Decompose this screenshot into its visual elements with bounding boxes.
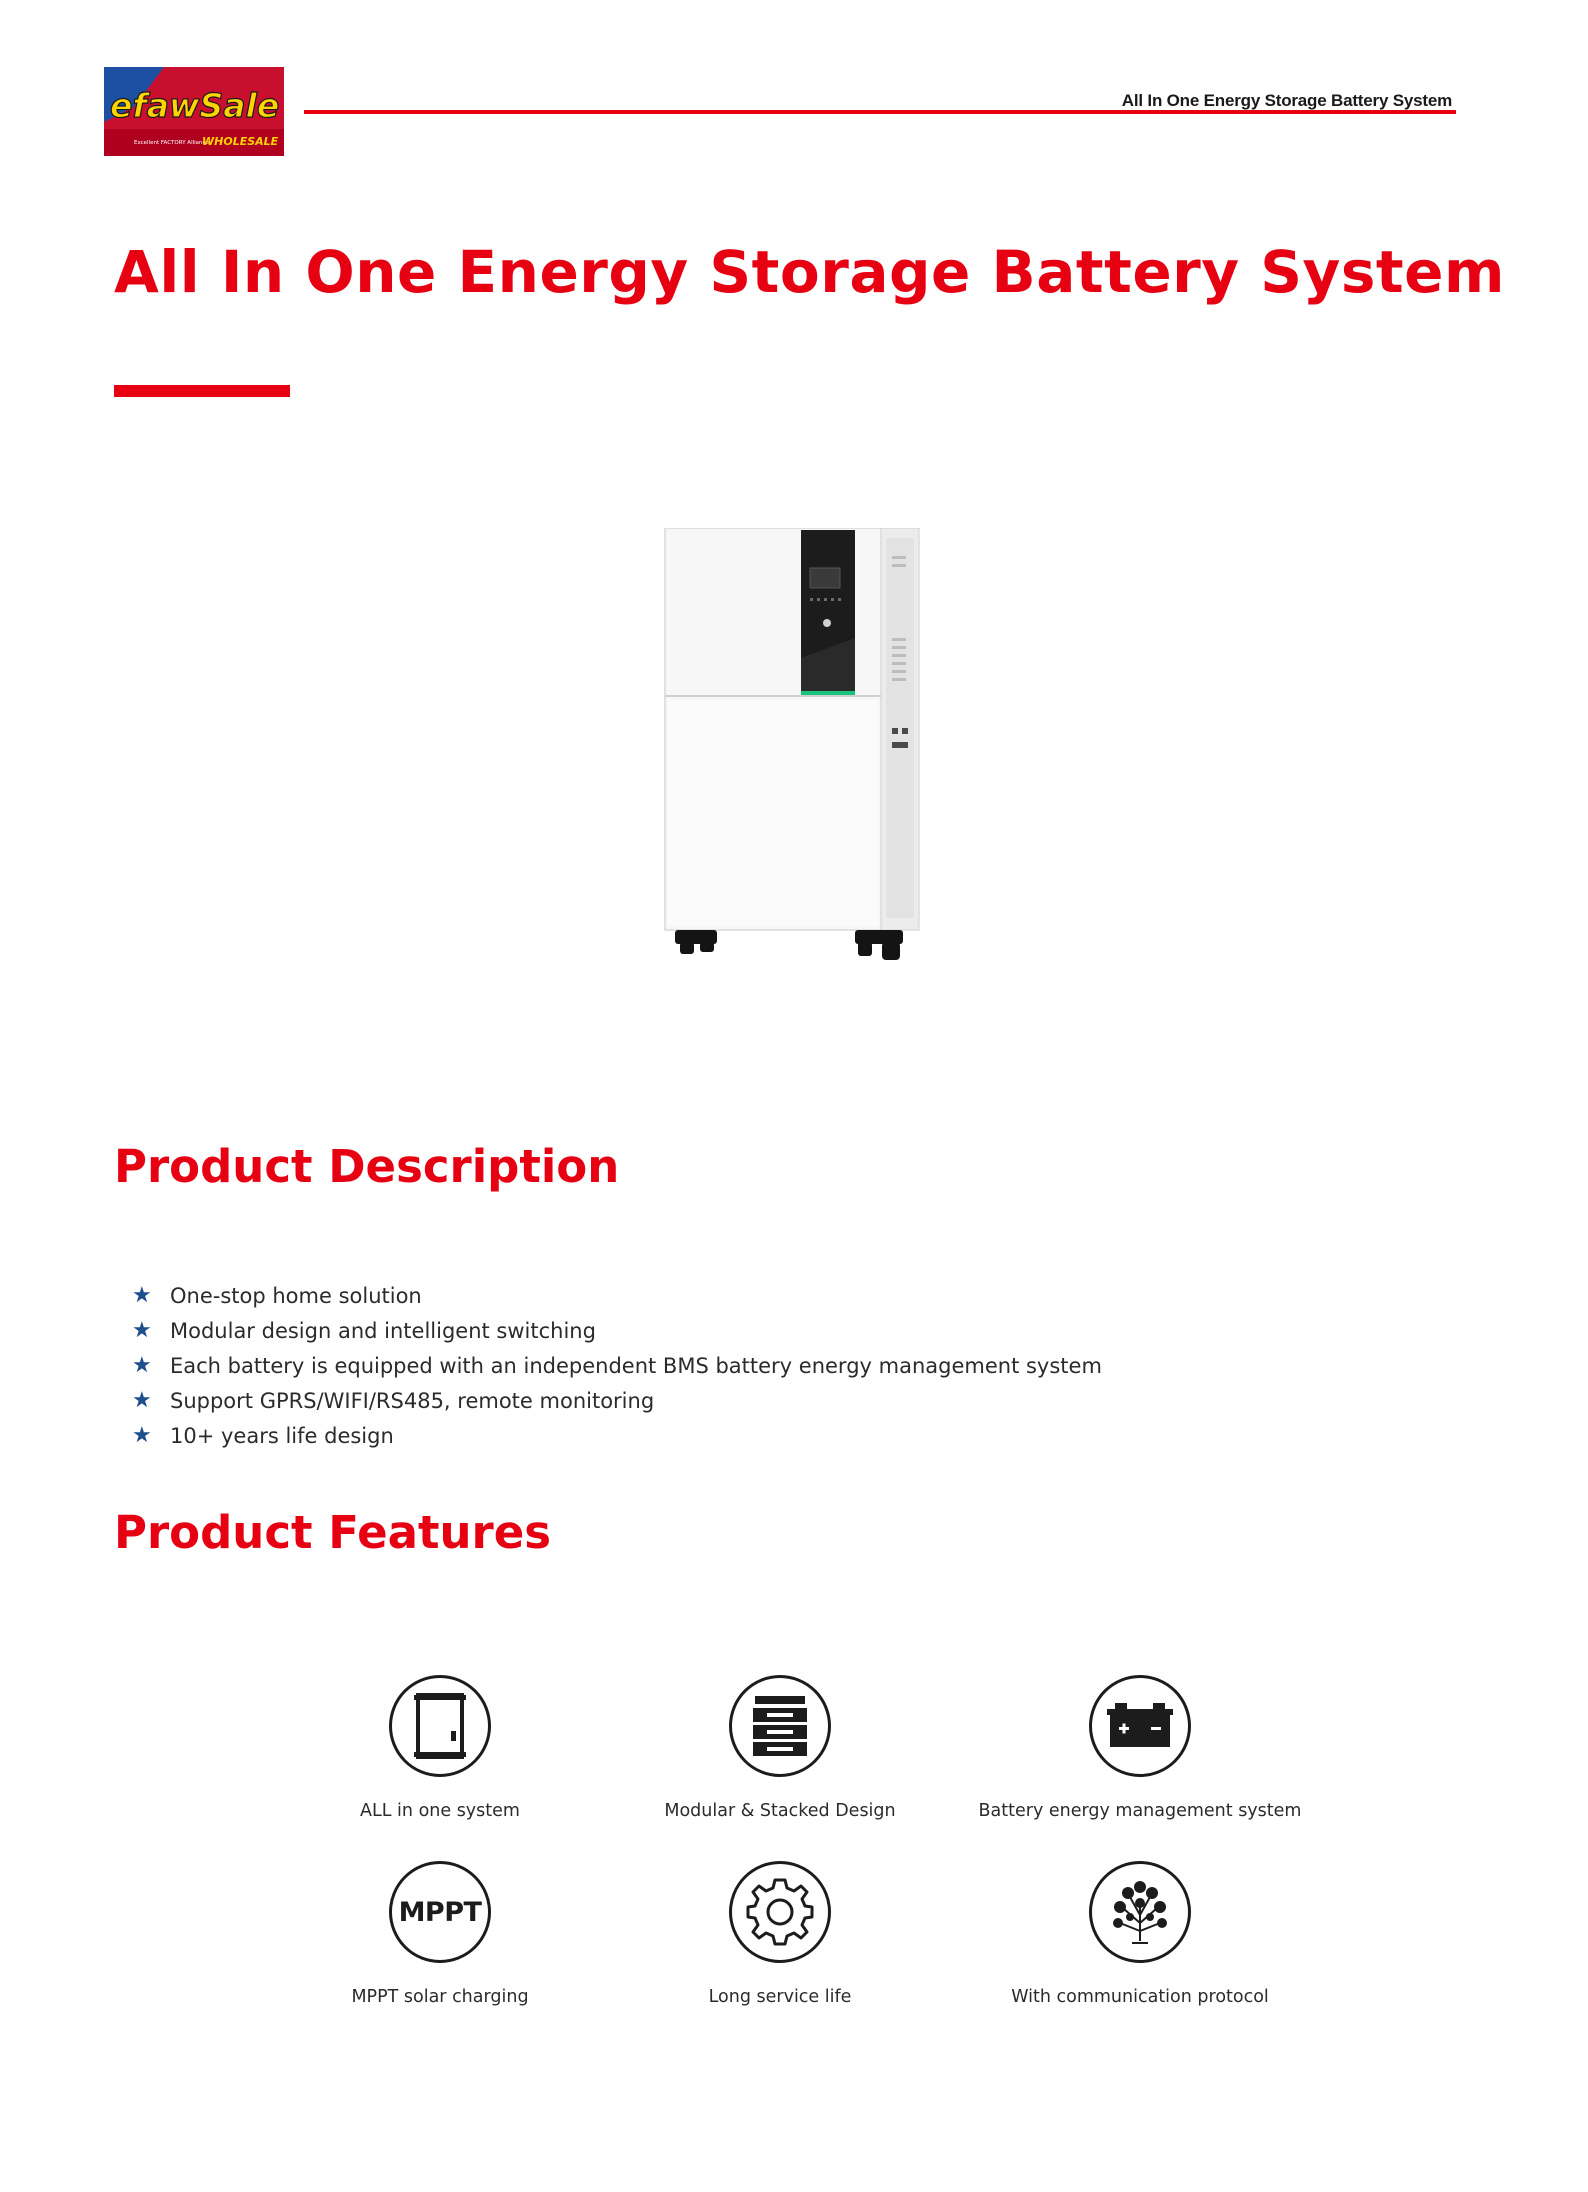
star-icon: ★: [132, 1318, 152, 1343]
list-item: [132, 1348, 1102, 1383]
stacked-modules-icon: [729, 1675, 831, 1777]
svg-text:efawSale: efawSale: [110, 86, 280, 125]
list-item-text: Modular design and intelligent switching: [170, 1318, 596, 1343]
list-item-text: One-stop home solution: [170, 1283, 422, 1308]
list-item: [132, 1313, 1102, 1348]
feature-label: Modular & Stacked Design: [664, 1801, 896, 1821]
feature-item: [970, 1675, 1310, 1821]
list-item: [132, 1418, 1102, 1453]
star-icon: ★: [132, 1353, 152, 1378]
running-title: All In One Energy Storage Battery System: [1121, 91, 1452, 110]
feature-label: MPPT solar charging: [351, 1987, 529, 2007]
product-image: [660, 528, 924, 962]
feature-item: [590, 1675, 970, 1821]
product-features-heading: Product Features: [114, 1506, 552, 1559]
network-tree-icon: [1089, 1861, 1191, 1963]
feature-label: With communication protocol: [1011, 1987, 1269, 2007]
brand-logo: [104, 67, 284, 156]
star-icon: ★: [132, 1388, 152, 1413]
feature-item: [970, 1861, 1310, 2007]
feature-item: [590, 1861, 970, 2007]
star-icon: ★: [132, 1283, 152, 1308]
list-item: [132, 1383, 1102, 1418]
list-item-text: Support GPRS/WIFI/RS485, remote monitoring: [170, 1388, 655, 1413]
feature-label: ALL in one system: [360, 1801, 520, 1821]
document-title: All In One Energy Storage Battery System: [114, 238, 1505, 306]
gear-icon: [729, 1861, 831, 1963]
mppt-icon-text: MPPT: [398, 1896, 482, 1928]
mppt-icon: [389, 1861, 491, 1963]
title-underline: [114, 385, 290, 397]
feature-label: Battery energy management system: [978, 1801, 1302, 1821]
list-item-text: Each battery is equipped with an independent BMS battery energy management system: [170, 1353, 1102, 1378]
description-list: [132, 1278, 1102, 1453]
feature-item: [290, 1675, 590, 1821]
svg-text:Excellent FACTORY Alliance: Excellent FACTORY Alliance: [134, 140, 209, 146]
list-item: [132, 1278, 1102, 1313]
list-item-text: 10+ years life design: [170, 1423, 394, 1448]
product-description-heading: Product Description: [114, 1140, 620, 1193]
battery-icon: [1089, 1675, 1191, 1777]
svg-text:WHOLESALE: WHOLESALE: [202, 135, 279, 148]
star-icon: ★: [132, 1423, 152, 1448]
feature-item: [290, 1861, 590, 2007]
feature-label: Long service life: [708, 1987, 852, 2007]
cabinet-icon: [389, 1675, 491, 1777]
features-grid: [290, 1675, 1310, 2007]
